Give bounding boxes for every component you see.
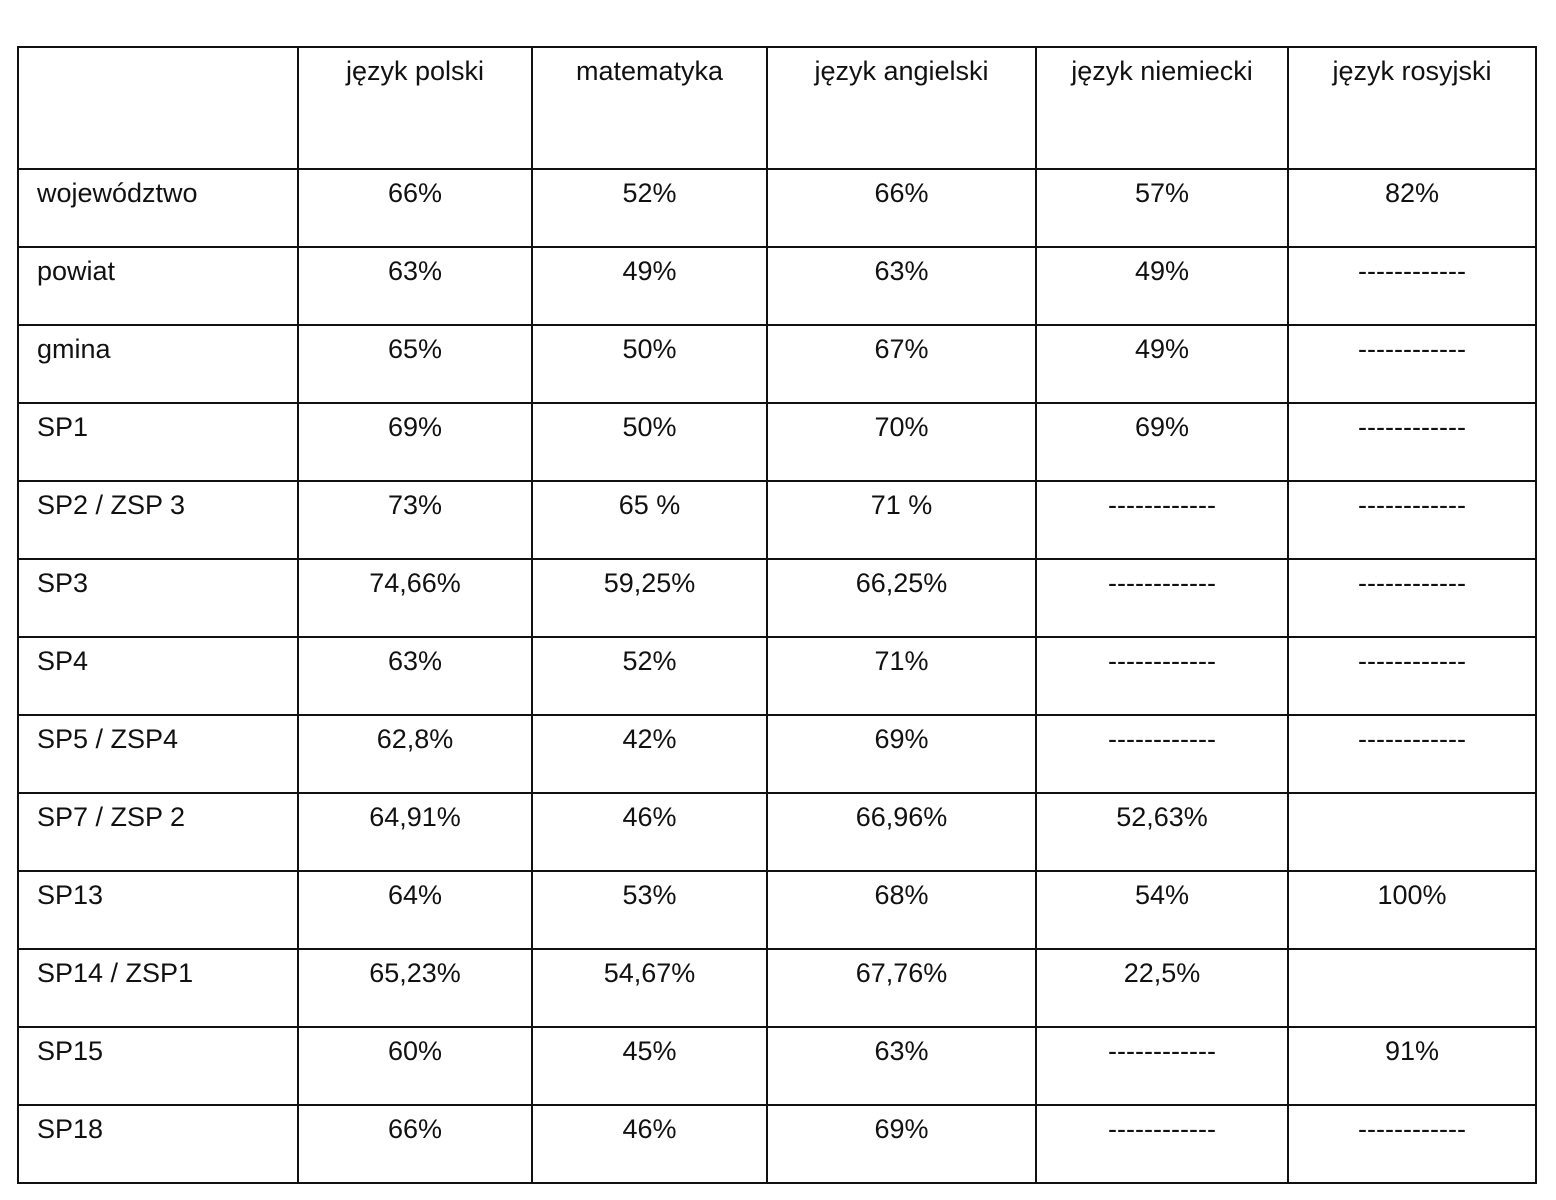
table-cell: 70% — [767, 403, 1036, 481]
table-cell: 66% — [298, 1105, 532, 1183]
table-cell: 63% — [298, 247, 532, 325]
column-header: język polski — [298, 47, 532, 169]
table-cell: 64% — [298, 871, 532, 949]
table-row — [18, 715, 1536, 793]
table-cell: 52% — [532, 637, 767, 715]
row-label: SP15 — [18, 1027, 298, 1105]
row-label: powiat — [18, 247, 298, 325]
table-cell: 54,67% — [532, 949, 767, 1027]
table-cell: ------------ — [1288, 247, 1536, 325]
table-cell: 49% — [1036, 325, 1288, 403]
table-cell: ------------ — [1036, 637, 1288, 715]
row-label: SP13 — [18, 871, 298, 949]
row-label: województwo — [18, 169, 298, 247]
header-row — [18, 47, 1536, 169]
table-row — [18, 481, 1536, 559]
table-cell: 52% — [532, 169, 767, 247]
table-cell: 66,96% — [767, 793, 1036, 871]
row-label: gmina — [18, 325, 298, 403]
table-cell: 68% — [767, 871, 1036, 949]
table-cell: 62,8% — [298, 715, 532, 793]
table-cell: ------------ — [1036, 559, 1288, 637]
table-cell: 100% — [1288, 871, 1536, 949]
table-row — [18, 559, 1536, 637]
table-cell: 69% — [298, 403, 532, 481]
table-cell: 49% — [532, 247, 767, 325]
table-cell: ------------ — [1288, 403, 1536, 481]
results-table — [17, 46, 1537, 1184]
table-cell: 66,25% — [767, 559, 1036, 637]
row-label: SP14 / ZSP1 — [18, 949, 298, 1027]
table-cell: 22,5% — [1036, 949, 1288, 1027]
header-corner-cell — [18, 47, 298, 169]
column-header: język rosyjski — [1288, 47, 1536, 169]
table-cell: 54% — [1036, 871, 1288, 949]
table-row — [18, 169, 1536, 247]
table-cell: 66% — [767, 169, 1036, 247]
row-label: SP3 — [18, 559, 298, 637]
table-cell: 53% — [532, 871, 767, 949]
table-cell: ------------ — [1036, 481, 1288, 559]
table-cell: 69% — [1036, 403, 1288, 481]
table-cell: ------------ — [1288, 481, 1536, 559]
table-cell: 65 % — [532, 481, 767, 559]
row-label: SP4 — [18, 637, 298, 715]
table-cell — [1288, 949, 1536, 1027]
table-row — [18, 793, 1536, 871]
table-cell: 46% — [532, 1105, 767, 1183]
table-cell: 63% — [298, 637, 532, 715]
table-cell: 71% — [767, 637, 1036, 715]
table-cell: 66% — [298, 169, 532, 247]
table-row — [18, 247, 1536, 325]
row-label: SP2 / ZSP 3 — [18, 481, 298, 559]
row-label: SP1 — [18, 403, 298, 481]
table-cell: 49% — [1036, 247, 1288, 325]
table-cell: 69% — [767, 1105, 1036, 1183]
table-cell: ------------ — [1036, 715, 1288, 793]
table-cell: 91% — [1288, 1027, 1536, 1105]
table-cell: 67,76% — [767, 949, 1036, 1027]
table-row — [18, 949, 1536, 1027]
table-cell: ------------ — [1288, 559, 1536, 637]
row-label: SP18 — [18, 1105, 298, 1183]
table-cell: 73% — [298, 481, 532, 559]
table-row — [18, 403, 1536, 481]
column-header: język angielski — [767, 47, 1036, 169]
table-cell: ------------ — [1288, 1105, 1536, 1183]
table-row — [18, 1027, 1536, 1105]
column-header: matematyka — [532, 47, 767, 169]
table-cell: 71 % — [767, 481, 1036, 559]
table-cell: 52,63% — [1036, 793, 1288, 871]
table-cell: 64,91% — [298, 793, 532, 871]
table-cell — [1288, 793, 1536, 871]
table-cell: 42% — [532, 715, 767, 793]
table-body — [18, 169, 1536, 1183]
table-cell: 74,66% — [298, 559, 532, 637]
table-cell: 65% — [298, 325, 532, 403]
table-row — [18, 325, 1536, 403]
table-cell: 63% — [767, 1027, 1036, 1105]
table-cell: 82% — [1288, 169, 1536, 247]
table-cell: ------------ — [1288, 637, 1536, 715]
table-cell: 67% — [767, 325, 1036, 403]
table-cell: ------------ — [1036, 1105, 1288, 1183]
table-row — [18, 1105, 1536, 1183]
table-cell: 63% — [767, 247, 1036, 325]
table-cell: 59,25% — [532, 559, 767, 637]
table-cell: 46% — [532, 793, 767, 871]
table-cell: 50% — [532, 325, 767, 403]
table-row — [18, 637, 1536, 715]
row-label: SP5 / ZSP4 — [18, 715, 298, 793]
column-header: język niemiecki — [1036, 47, 1288, 169]
table-cell: 50% — [532, 403, 767, 481]
table-cell: 65,23% — [298, 949, 532, 1027]
table-cell: 45% — [532, 1027, 767, 1105]
table-row — [18, 871, 1536, 949]
table-cell: ------------ — [1288, 715, 1536, 793]
row-label: SP7 / ZSP 2 — [18, 793, 298, 871]
table-cell: 57% — [1036, 169, 1288, 247]
table-cell: 69% — [767, 715, 1036, 793]
table-cell: ------------ — [1288, 325, 1536, 403]
table-header — [18, 47, 1536, 169]
table-cell: ------------ — [1036, 1027, 1288, 1105]
table-cell: 60% — [298, 1027, 532, 1105]
